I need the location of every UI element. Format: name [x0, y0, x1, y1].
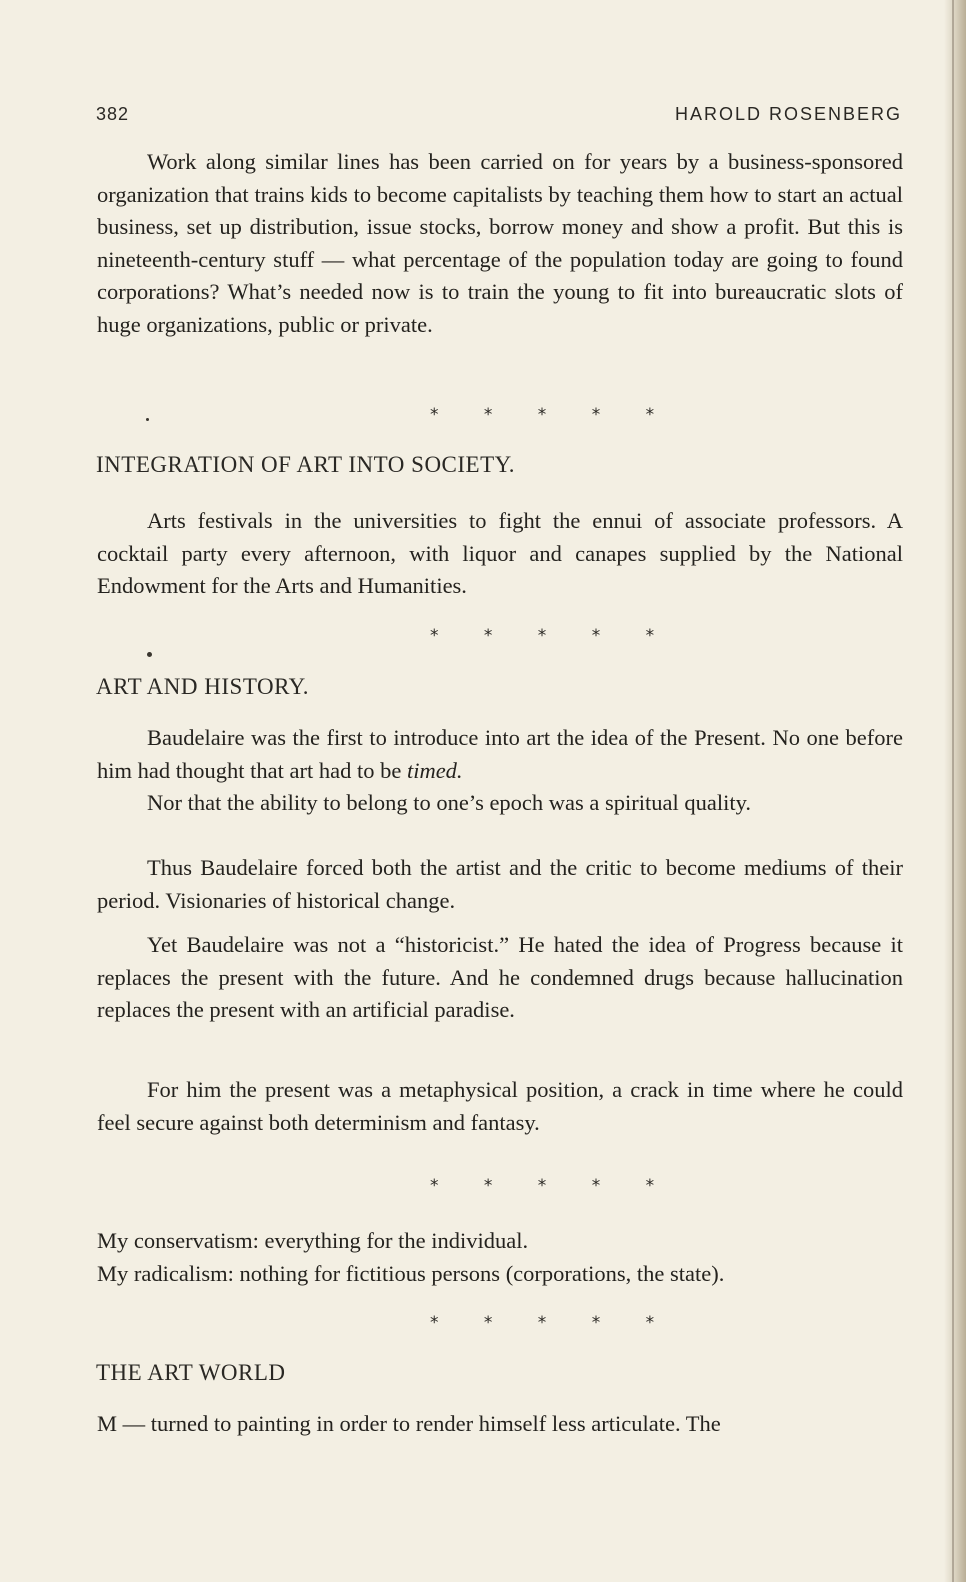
running-head-author: HAROLD ROSENBERG: [674, 104, 902, 124]
paragraph-epoch: Nor that the ability to belong to one’s epoch was a spiritual quality.: [147, 790, 752, 815]
heading-the-art-world: THE ART WORLD: [96, 1360, 286, 1385]
paragraph-historicist: Yet Baudelaire was not a “historicist.” He hated the idea of Progress because it replaces the present with the future. And he condemned drugs because hallucination replaces the present with an artificial paradise.: [97, 932, 903, 1022]
page-edge-shadow: [944, 0, 966, 1582]
book-spine-line: [952, 0, 954, 1582]
section-separator-2: * * * * *: [430, 626, 675, 646]
paragraph-metaphysical-position: For him the present was a metaphysical position, a crack in time where he could feel secure against both determinism and fantasy.: [97, 1077, 903, 1135]
paragraph-baudelaire-present: [97, 722, 903, 787]
line-radicalism: My radicalism: nothing for fictitious persons (corporations, the state).: [97, 1261, 725, 1286]
heading-art-and-history: ART AND HISTORY.: [96, 674, 310, 699]
section-separator-3: * * * * *: [430, 1176, 675, 1196]
paragraph-arts-festivals: Arts festivals in the universities to fight the ennui of associate professors. A cocktail party every afternoon, with liquor and canapes supplied by the National Endowment for the Arts and Humanities.: [97, 508, 903, 598]
paragraph-m-painting: M — turned to painting in order to render himself less articulate. The: [97, 1411, 721, 1436]
section-separator-1: * * * * *: [430, 405, 675, 425]
page-number: 382: [96, 104, 130, 124]
emphasis-timed: timed.: [406, 757, 463, 783]
paragraph-baudelaire-present-text: Baudelaire was the first to introduce into art the idea of the Present. No one before him had thought that art had to be: [97, 725, 903, 783]
section-separator-4: * * * * *: [430, 1313, 675, 1333]
paragraph-mediums: Thus Baudelaire forced both the artist and the critic to become mediums of their period. Visionaries of historical change.: [97, 855, 903, 913]
paragraph-business-training: Work along similar lines has been carried on for years by a business-sponsored organization that trains kids to become capitalists by teaching them how to start an actual business, set up distribution, issue stocks, borrow money and show a profit. But this is nineteenth-century stuff — what percentage of the population today are going to found corporations? What’s needed now is to train the young to fit into bureaucratic slots of huge organizations, public or private.: [97, 149, 903, 337]
line-conservatism: My conservatism: everything for the individual.: [97, 1228, 529, 1253]
stray-mark: [146, 418, 149, 421]
heading-integration-of-art: INTEGRATION OF ART INTO SOCIETY.: [96, 452, 516, 477]
stray-dot: [147, 652, 152, 657]
